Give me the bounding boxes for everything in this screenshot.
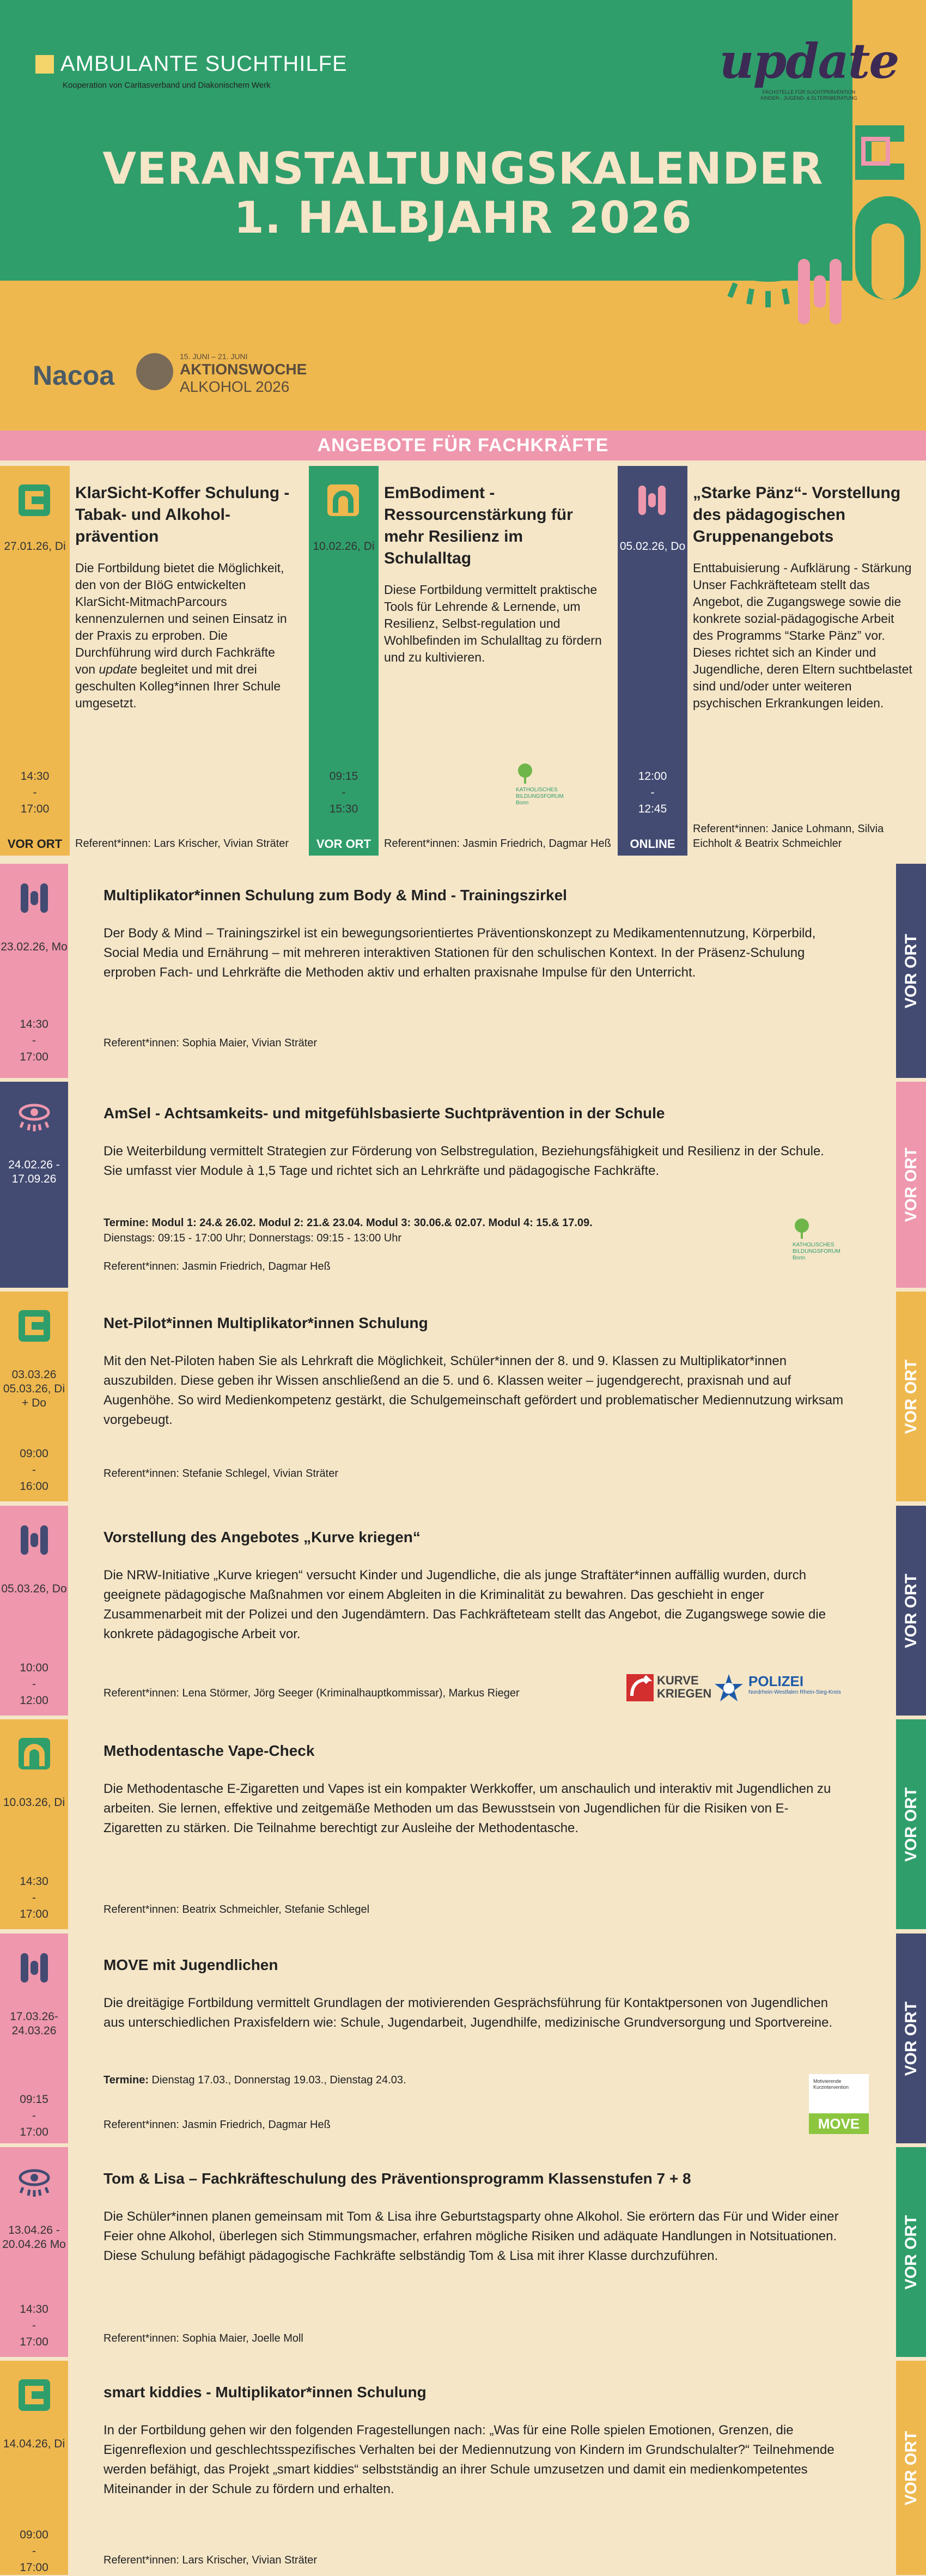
card-referents: Referent*innen: Beatrix Schmeichler, Stefanie Schlegel <box>103 1904 370 1916</box>
aktionswoche-line2: ALKOHOL 2026 <box>180 378 290 395</box>
card-title: Net-Pilot*innen Multiplikator*innen Schulung <box>103 1314 428 1331</box>
card-date: 13.04.26 - 20.04.26 Mo <box>2 2224 66 2251</box>
card-strip <box>0 1719 68 1929</box>
card-referents: Referent*innen: Lars Krischer, Vivian Sträter <box>103 2554 318 2566</box>
card-strip <box>0 864 68 1078</box>
card-referents: Referent*innen: Lena Störmer, Jörg Seeger (Kriminalhauptkommissar), Markus Rieger <box>103 1687 520 1699</box>
card-dates-bold: Termine: Modul 1: 24.& 26.02. Modul 2: 21.& 23.04. Modul 3: 30.06.& 02.07. Modul 4: 15.& 17.09. <box>103 1217 593 1229</box>
top-card-embodiment <box>309 466 617 856</box>
card-time: 09:00 - 16:00 <box>20 1447 48 1493</box>
card-referents: Referent*innen: Jasmin Friedrich, Dagmar Heß <box>384 838 611 850</box>
card-format-tag: VOR ORT <box>896 1082 926 1288</box>
eye-icon <box>16 2163 52 2199</box>
card-strip <box>0 1933 68 2143</box>
card-date: 10.02.26, Di <box>313 540 375 553</box>
aktionswoche-icon <box>136 353 173 390</box>
card-dates: Termine: Dienstag 17.03., Donnerstag 19.03., Dienstag 24.03. <box>103 2074 406 2086</box>
card-content <box>75 482 297 712</box>
card-title: „Starke Pänz“- Vorstellung des pädagogischen Gruppenangebots <box>693 484 901 545</box>
card-format-tag: VOR ORT <box>896 864 926 1078</box>
card-strip <box>0 1082 68 1288</box>
bars-icon <box>16 880 52 916</box>
aktionswoche-line1: AKTIONSWOCHE <box>180 361 307 378</box>
event-card <box>0 2361 926 2575</box>
card-description: Die Schüler*innen planen gemeinsam mit Tom & Lisa ihre Geburtstagsparty ohne Alkohol. Sie erörtern das Für und Wider einer Feier ohne Alkohol, überlegen sich Stimmungsmacher, erfahren mögliche Risiken und adäquate Handlungen in Notsituationen. Diese Schulung befähigt pädagogische Fachkräfte selbständig Tom & Lisa mit ihrer Klasse durchzuführen. <box>103 2209 839 2263</box>
bildungsforum-logo: KATHOLISCHES BILDUNGSFORUM Bonn <box>793 1218 847 1262</box>
kurve-arrow-icon <box>626 1674 654 1701</box>
event-card <box>0 1292 926 1501</box>
card-format-tag: VOR ORT <box>7 837 63 851</box>
card-format-tag: VOR ORT <box>896 2361 926 2575</box>
card-description: Enttabuisierung - Aufklärung - Stärkung Unser Fachkräfteteam stellt das Angebot, die Zugangswege sowie die konkrete sozial-pädagogische Arbeit des Programms “Starke Pänz” vor. Dieses richtet sich an Kinder und Jugendliche, deren Eltern suchtbelastet sind und/oder unter weiteren psychischen Erkrankungen leiden. <box>693 561 912 710</box>
event-card <box>0 2147 926 2357</box>
card-title: KlarSicht-Koffer Schulung - Tabak- und Alkohol-prävention <box>75 484 290 545</box>
card-strip <box>0 1506 68 1716</box>
card-description: Die NRW-Initiative „Kurve kriegen“ versucht Kinder und Jugendliche, die als junge Straftäter*innen auffällig wurden, durch geeignete pädagogische Maßnahmen vor einem Abgleiten in die Kriminalität zu bewahren. Das geschieht in enger Zusammenarbeit mit der Polizei und den Jugendämtern. Das Fachkräfteteam stellt das Angebot, die Zugangswege sowie die konkrete pädagogische Arbeit vor. <box>103 1568 826 1641</box>
arch-icon <box>16 1736 52 1772</box>
card-date: 10.03.26, Di <box>3 1796 65 1809</box>
header <box>0 0 926 436</box>
card-strip <box>618 466 687 856</box>
card-format-tag: VOR ORT <box>896 1933 926 2143</box>
card-title: Multiplikator*innen Schulung zum Body & Mind - Trainingszirkel <box>103 887 567 904</box>
eye-icon <box>16 1098 52 1134</box>
event-card <box>0 864 926 1078</box>
police-star-icon <box>714 1673 744 1704</box>
bars-decorative-icon <box>795 256 844 327</box>
page-title <box>0 144 926 243</box>
brand-subtitle: Kooperation von Caritasverband und Diakonischem Werk <box>63 81 271 90</box>
card-content <box>384 482 606 666</box>
square-spiral-icon <box>16 2377 52 2413</box>
top-card-starke-paenz <box>618 466 926 856</box>
tree-icon <box>516 763 534 785</box>
card-title: Vorstellung des Angebotes „Kurve kriegen“ <box>103 1529 421 1545</box>
card-description: Die Methodentasche E-Zigaretten und Vapes ist ein kompakter Werkkoffer, um anschaulich und interaktiv mit Jugendlichen zu arbeiten. Sie lernen, effektive und zeitgemäße Methoden um das Bewusstsein von Jugendlichen für die Risiken von E-Zigaretten zu stärken. Die Teilnahme berechtigt zur Ausleihe der Methodentasche. <box>103 1781 831 1835</box>
card-time: 14:30 - 17:00 <box>20 770 50 815</box>
card-strip <box>0 2147 68 2357</box>
card-dates-times: Dienstags: 09:15 - 17:00 Uhr; Donnerstags: 09:15 - 13:00 Uhr <box>103 1232 401 1244</box>
nacoa-logo: Nacoa <box>33 360 115 391</box>
card-time: 09:00 - 17:00 <box>20 2529 48 2574</box>
bars-icon <box>16 1522 52 1558</box>
section-band: ANGEBOTE FÜR FACHKRÄFTE <box>0 431 926 460</box>
event-card <box>0 1719 926 1929</box>
card-date: 24.02.26 - 17.09.26 <box>8 1159 60 1185</box>
card-time: 09:15 - 15:30 <box>329 770 358 815</box>
arch-icon <box>325 482 361 518</box>
bars-icon <box>634 482 670 518</box>
card-format-tag: VOR ORT <box>316 837 371 851</box>
kurve-kriegen-logo: KURVE KRIEGEN <box>626 1672 708 1705</box>
top-card-klarsicht <box>0 466 308 856</box>
card-time: 14:30 - 17:00 <box>20 1018 48 1063</box>
title-line-2: 1. HALBJAHR 2026 <box>234 192 692 243</box>
brand-name: AMBULANTE SUCHTHILFE <box>60 52 348 76</box>
card-description: Die Fortbildung bietet die Möglichkeit, den von der BIöG entwickelten KlarSicht-MitmachParcours kennenzulernen und seinen Einsatz in der Praxis zu erproben. Die Durchführung wird durch Fachkräfte von update begleitet und mit drei geschulten Kolleg*innen Ihrer Schule umgesetzt. <box>75 561 287 710</box>
card-date: 14.04.26, Di <box>3 2438 65 2450</box>
update-tagline-2: KINDER-, JUGEND- & ELTERNBERATUNG <box>760 95 857 101</box>
bars-icon <box>16 1950 52 1986</box>
card-description: Der Body & Mind – Trainingszirkel ist ein bewegungsorientiertes Präventionskonzept zu Medikamentennutzung, Körperbild, Social Media und Ernährung – mit mehreren interaktiven Stationen für den schulischen Kontext. In der Präsenz-Schulung erproben Fach- und Lehrkräfte die Methoden aktiv und erhalten praxisnahe Impulse für den Unterricht. <box>103 926 816 980</box>
card-referents: Referent*innen: Janice Lohmann, Silvia Eichholt & Beatrix Schmeichler <box>693 823 884 850</box>
card-content <box>693 482 915 712</box>
card-strip <box>0 1292 68 1501</box>
bildungsforum-logo: KATHOLISCHES BILDUNGSFORUM Bonn <box>516 763 576 807</box>
card-strip <box>0 466 70 856</box>
card-time: 14:30 - 17:00 <box>20 2303 48 2348</box>
card-format-tag: VOR ORT <box>896 2147 926 2357</box>
move-logo: Motivierende Kurzintervention MOVE <box>809 2074 869 2134</box>
event-card <box>0 1506 926 1716</box>
card-title: AmSel - Achtsamkeits- und mitgefühlsbasierte Suchtprävention in der Schule <box>103 1105 665 1122</box>
card-description: Mit den Net-Piloten haben Sie als Lehrkraft die Möglichkeit, Schüler*innen der 8. und 9. Klassen zu Multiplikator*innen auszubilden. Diese geben ihr Wissen anschließend an die 5. und 6. Klassen weiter – jugendgerecht, praxisnah und auf Augenhöhe. So wird Medienkompetenz gestärkt, die Schulgemeinschaft gefördert und problematischer Mediennutzung wirksam vorgebeugt. <box>103 1354 844 1427</box>
brand-logo <box>35 52 348 90</box>
card-date: 05.03.26, Do <box>1 1583 67 1595</box>
tree-icon <box>793 1218 811 1240</box>
card-format-tag: ONLINE <box>630 837 675 851</box>
square-spiral-icon <box>16 482 52 518</box>
card-referents: Referent*innen: Sophia Maier, Vivian Sträter <box>103 1037 318 1049</box>
update-tagline-1: FACHSTELLE FÜR SUCHTPRÄVENTION <box>762 89 856 95</box>
card-title: MOVE mit Jugendlichen <box>103 1956 278 1973</box>
card-time: 10:00 - 12:00 <box>20 1662 48 1707</box>
polizei-logo: POLIZEI Nordrhein-Westfalen Rhein-Sieg-Kreis <box>714 1672 877 1705</box>
card-strip <box>0 2361 68 2575</box>
brand-square-icon <box>35 55 54 74</box>
card-referents: Referent*innen: Sophia Maier, Joelle Moll <box>103 2332 303 2344</box>
card-title: Tom & Lisa – Fachkräfteschulung des Präventionsprogramm Klassenstufen 7 + 8 <box>103 2170 691 2187</box>
event-card <box>0 1933 926 2143</box>
update-logo <box>719 33 899 101</box>
aktionswoche-dates: 15. JUNI – 21. JUNI <box>180 352 248 361</box>
card-date: 23.02.26, Mo <box>1 941 68 953</box>
card-referents: Referent*innen: Lars Krischer, Vivian Sträter <box>75 838 289 850</box>
card-description: Diese Fortbildung vermittelt praktische Tools für Lehrende & Lernende, um Resilienz, Selbst-regulation und Wohlbefinden im Schulalltag zu fördern und zu kultivieren. <box>384 583 602 664</box>
card-description: Die Weiterbildung vermittelt Strategien zur Förderung von Selbstregulation, Beziehungsfähigkeit und Resilienz in der Schule. Sie umfasst vier Module à 1,5 Tage und richtet sich an Lehrkräfte und pädagogische Fachkräfte. <box>103 1144 824 1178</box>
card-format-tag: VOR ORT <box>896 1292 926 1501</box>
card-date: 27.01.26, Di <box>4 540 66 553</box>
update-wordmark: update <box>719 33 899 89</box>
card-referents: Referent*innen: Stefanie Schlegel, Vivian Sträter <box>103 1468 339 1480</box>
card-referents: Referent*innen: Jasmin Friedrich, Dagmar Heß <box>103 2119 331 2131</box>
card-description: Die dreitägige Fortbildung vermittelt Grundlagen der motivierenden Gesprächsführung für Kontaktpersonen von Jugendlichen aus unterschiedlichen Praxisfeldern wie: Schule, Jugendarbeit, Jugendhilfe, medizinische Grundversorgung und Sportvereine. <box>103 1996 833 2030</box>
card-date: 03.03.26 05.03.26, Di + Do <box>3 1368 65 1409</box>
card-date: 17.03.26- 24.03.26 <box>10 2010 58 2037</box>
card-strip <box>309 466 379 856</box>
card-referents: Referent*innen: Jasmin Friedrich, Dagmar Heß <box>103 1260 331 1272</box>
card-title: smart kiddies - Multiplikator*innen Schulung <box>103 2384 427 2401</box>
card-time: 12:00 - 12:45 <box>638 770 667 815</box>
card-title: EmBodiment - Ressourcenstärkung für mehr Resilienz im Schulalltag <box>384 484 573 567</box>
card-date: 05.02.26, Do <box>619 540 686 553</box>
card-time: 14:30 - 17:00 <box>20 1875 48 1920</box>
card-description: In der Fortbildung gehen wir den folgenden Fragestellungen nach: „Was für eine Rolle spielen Emotionen, Grenzen, die Eigenreflexion und geschlechtsspezifisches Verhalten bei der Mediennutzung von Kindern im Grundschulalter?“ Teilnehmende werden befähigt, das Projekt „smart kiddies“ selbstständig an ihrer Schule umzusetzen und damit ein medienkompetentes Miteinander in der Schule zu fördern und erhalten. <box>103 2423 834 2496</box>
title-line-1: VERANSTALTUNGSKALENDER <box>102 143 824 194</box>
card-format-tag: VOR ORT <box>896 1719 926 1929</box>
card-format-tag: VOR ORT <box>896 1506 926 1716</box>
card-title: Methodentasche Vape-Check <box>103 1742 315 1759</box>
square-spiral-icon <box>16 1308 52 1344</box>
card-time: 09:15 - 17:00 <box>20 2093 48 2138</box>
event-card <box>0 1082 926 1288</box>
